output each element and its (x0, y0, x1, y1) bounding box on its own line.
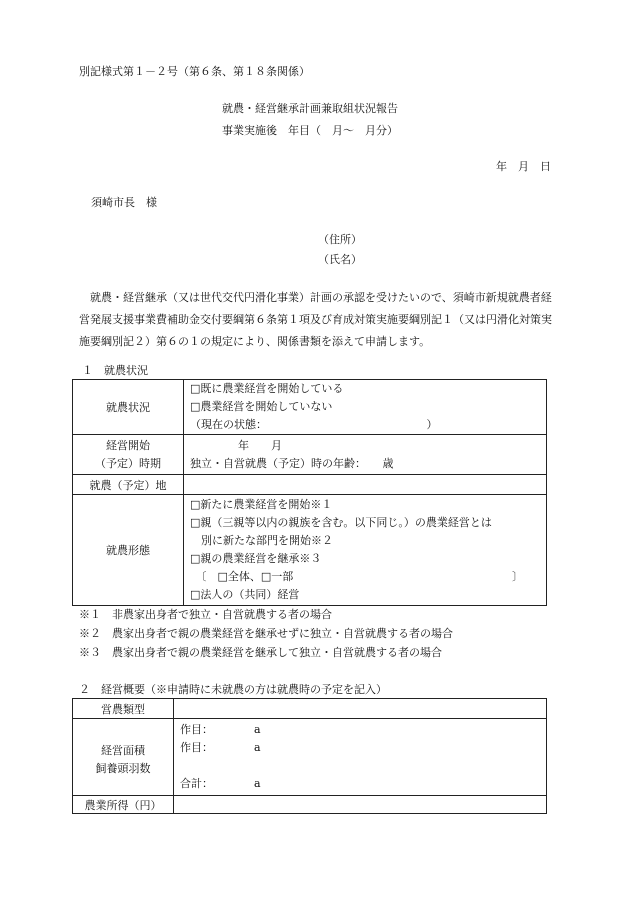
form-option-parent-separate-cont: 別に新たな部門を開始※２ (190, 534, 333, 547)
inherit-scope-bracket: 〕 (512, 570, 523, 583)
income-label: 農業所得（円） (73, 796, 174, 814)
type-value (174, 699, 547, 719)
status-option-started: □既に農業経営を開始している (190, 382, 344, 395)
crop-unit-1: a (254, 723, 261, 736)
start-label (73, 435, 184, 475)
form-option-inherit: □親の農業経営を継承※３ (190, 552, 322, 565)
form-option-inherit-scope (190, 568, 546, 586)
area-label-line2: 飼養頭羽数 (95, 762, 151, 775)
title-line-1: 就農・経営継承計画兼取組状況報告 (222, 102, 398, 115)
crop-label-2: 作目： (180, 741, 213, 754)
status-current-state: （現在の状態： ） (190, 418, 438, 431)
total-unit: a (254, 777, 261, 790)
form-number: 別記様式第１－２号（第６条、第１８条関係） (79, 65, 310, 78)
type-row (73, 699, 547, 719)
location-value (184, 475, 547, 495)
form-row (73, 495, 547, 606)
form-option-corporate: □法人の（共同）経営 (190, 588, 300, 601)
start-label-line2: （予定）時期 (95, 456, 161, 470)
name-label: （氏名） (318, 253, 362, 266)
income-value (174, 796, 547, 814)
crop-row-2 (180, 739, 546, 757)
status-option-not-started: □農業経営を開始していない (190, 400, 333, 413)
section1-heading: １ 就農状況 (82, 364, 148, 377)
start-row (73, 435, 547, 475)
section2-heading: ２ 経営概要（※申請時に未就農の方は就農時の予定を記入） (79, 683, 387, 696)
status-row (73, 380, 547, 435)
note-2: ※２ 農家出身者で親の農業経営を継承せずに独立・自営就農する者の場合 (79, 627, 453, 640)
total-row (180, 775, 546, 793)
date-field: 年 月 日 (496, 160, 551, 173)
start-year-month: 年 月 (238, 438, 282, 452)
crop-row-1 (180, 721, 546, 739)
form-label: 就農形態 (73, 495, 184, 606)
addressee: 須崎市長 様 (91, 196, 157, 209)
note-1: ※１ 非農家出身者で独立・自営就農する者の場合 (79, 608, 332, 621)
form-option-new: □新たに農業経営を開始※１ (190, 498, 333, 511)
note-3: ※３ 農家出身者で親の農業経営を継承して独立・自営就農する者の場合 (79, 646, 442, 659)
title-line-2: 事業実施後 年目（ 月～ 月分） (222, 124, 398, 137)
area-label (73, 719, 174, 796)
start-label-line1: 経営開始 (106, 438, 150, 452)
status-label: 就農状況 (73, 380, 184, 435)
business-overview-table (72, 698, 547, 814)
area-value (174, 719, 547, 796)
address-label: （住所） (318, 233, 362, 246)
body-paragraph: 就農・経営継承（又は世代交代円滑化事業）計画の承認を受けたいので、須崎市新規就農者経営発展支援事業費補助金交付要綱第６条第１項及び育成対策実施要綱別記１（又は円滑化対策実施要綱別記２）第６の１の規定により、関係書類を添えて申請します。 (79, 291, 552, 348)
employment-status-table (72, 379, 547, 606)
location-row (73, 475, 547, 495)
status-value (184, 380, 547, 435)
form-option-parent-separate: □親（三親等以内の親族を含む。以下同じ。）の農業経営とは (190, 516, 492, 529)
income-row (73, 796, 547, 814)
form-value (184, 495, 547, 606)
area-row (73, 719, 547, 796)
start-age: 独立・自営就農（予定）時の年齢： 歳 (190, 456, 394, 470)
location-label: 就農（予定）地 (73, 475, 184, 495)
crop-blank-row (180, 757, 546, 775)
start-value (184, 435, 547, 475)
inherit-scope-text: 〔 □全体、□一部 (190, 570, 294, 583)
crop-unit-2: a (254, 741, 261, 754)
type-label: 営農類型 (73, 699, 174, 719)
crop-label-1: 作目： (180, 723, 213, 736)
area-label-line1: 経営面積 (101, 744, 145, 757)
total-label: 合計： (180, 777, 213, 790)
